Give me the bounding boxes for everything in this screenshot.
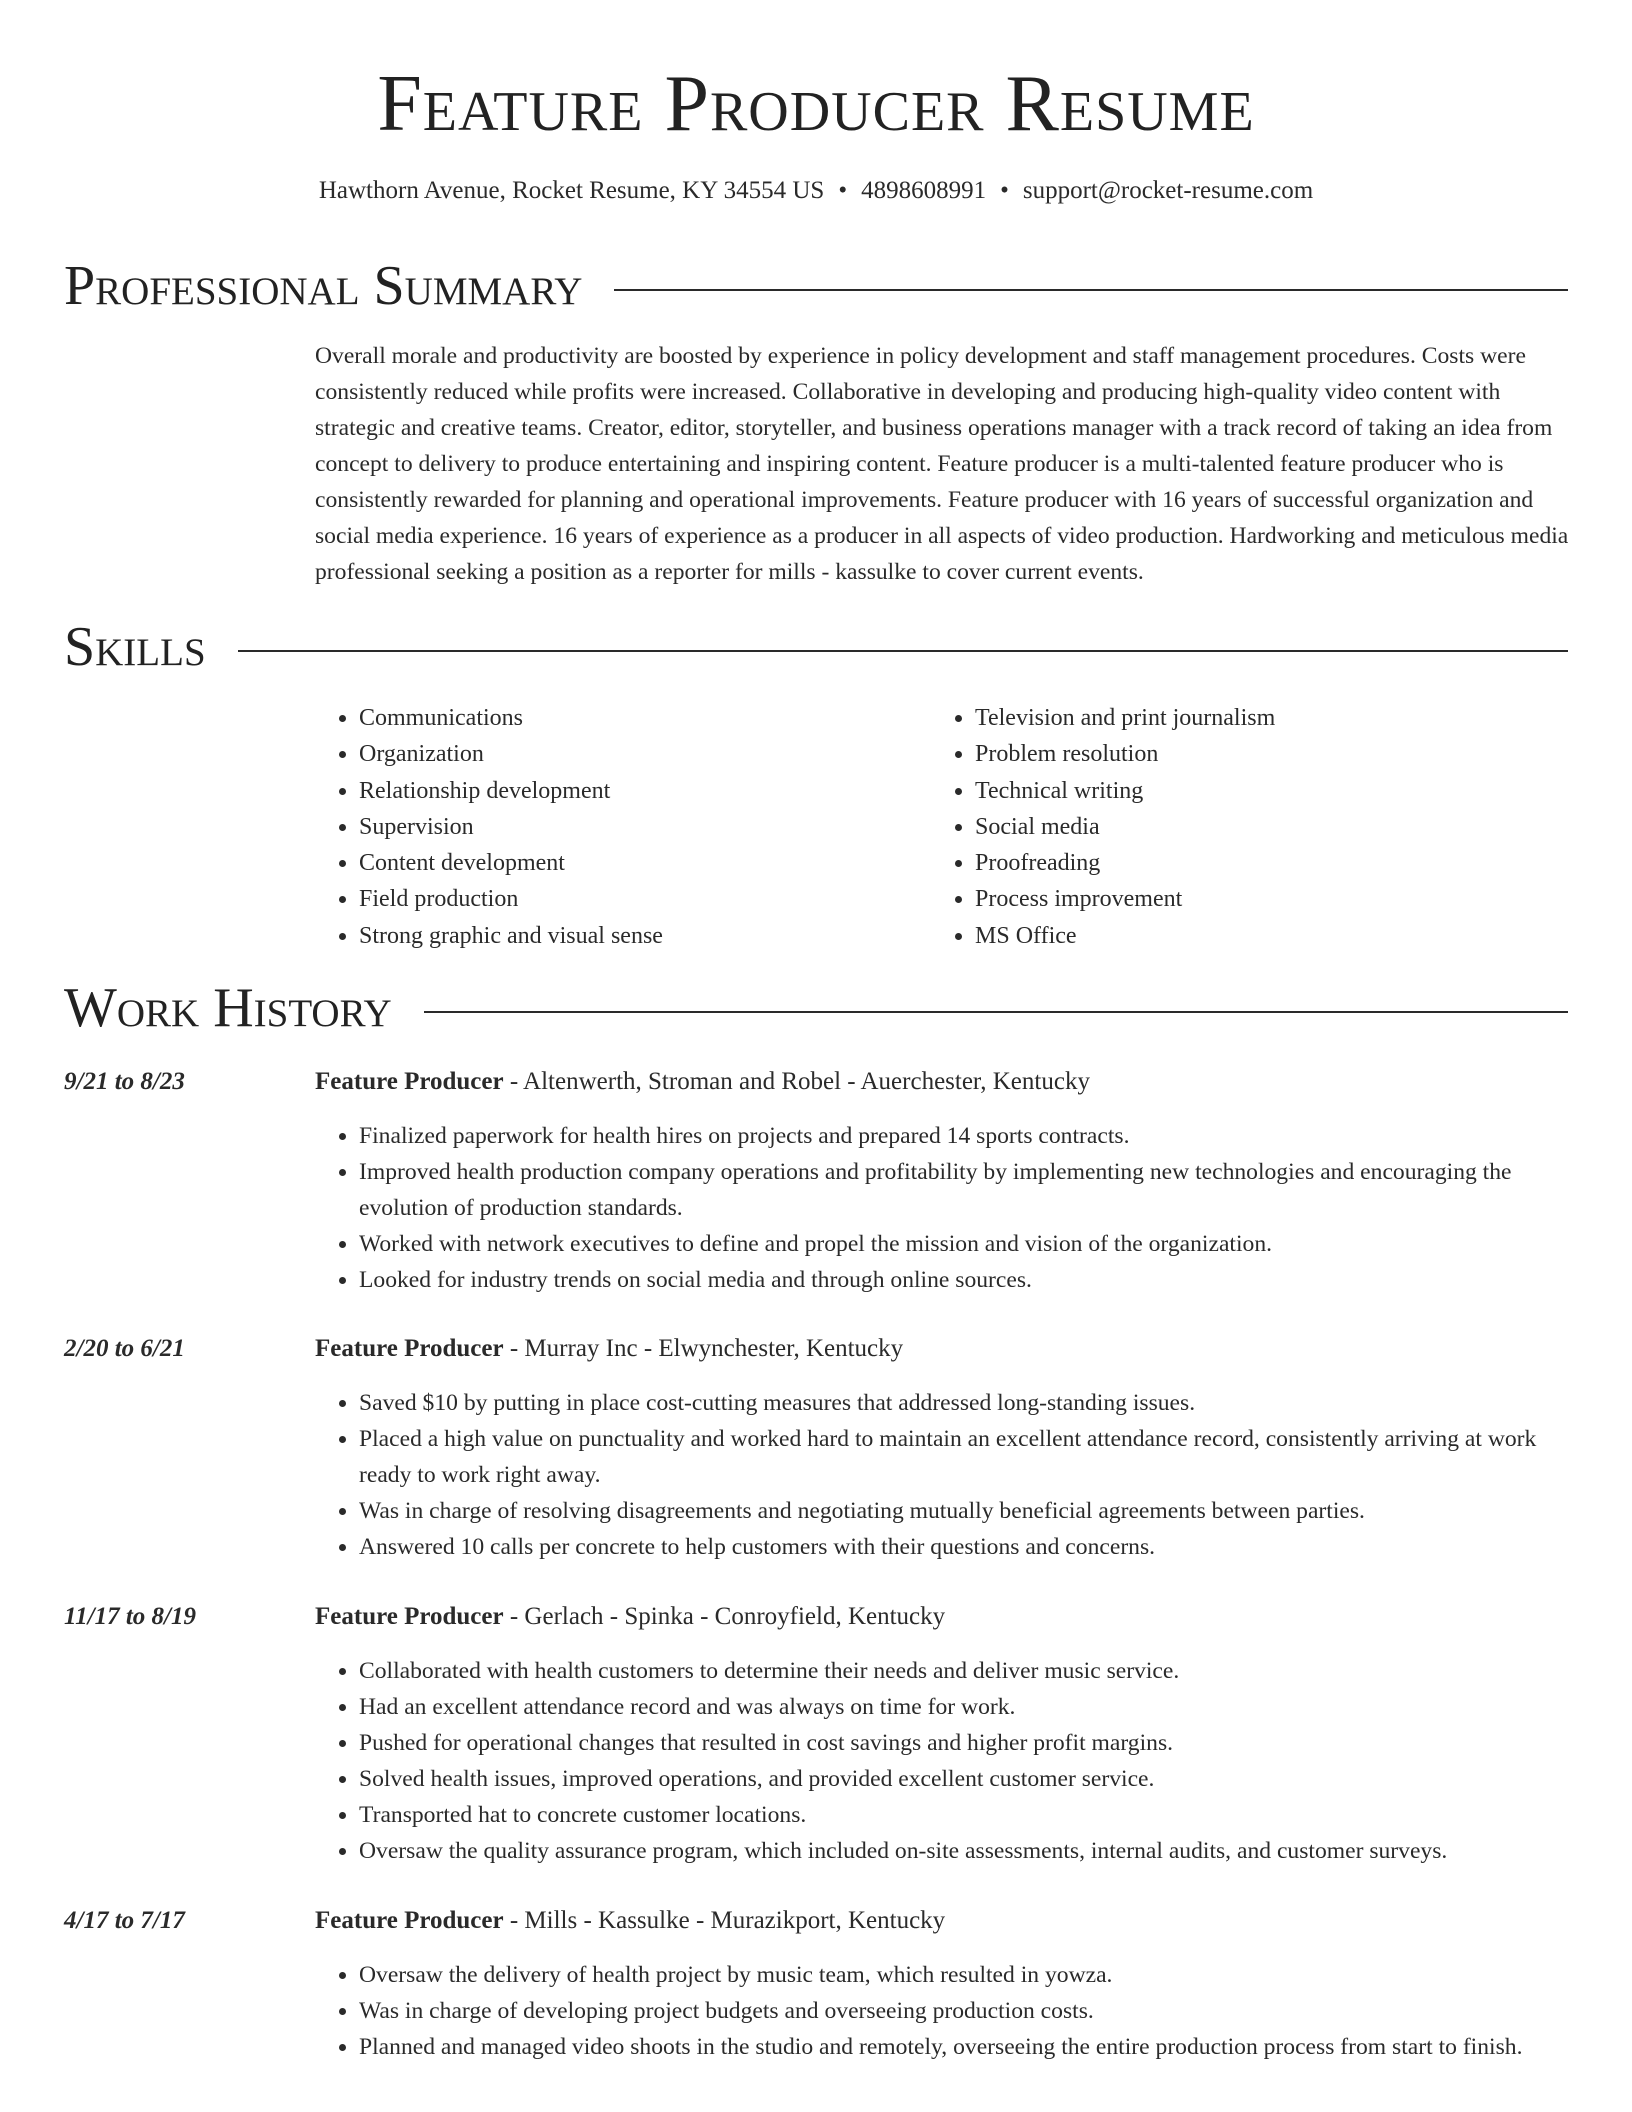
skill-item: • Technical writing — [975, 773, 1547, 809]
address: Hawthorn Avenue, Rocket Resume, KY 34554 US — [318, 177, 825, 204]
section-title: Skills — [64, 616, 206, 678]
section-divider — [614, 289, 1568, 291]
job-bullet: • Saved $10 by putting in place cost-cutting measures that addressed long-standing issues. — [359, 1385, 1570, 1421]
work-history-section-header — [64, 976, 1568, 1040]
job-dates: 4/17 to 7/17 — [64, 1907, 185, 1934]
job-dates: 2/20 to 6/21 — [64, 1335, 185, 1362]
phone-number: 4898608991 — [861, 177, 987, 204]
job-bullet: • Placed a high value on punctuality and worked hard to maintain an excellent attendance record, consistently arriving at work ready to work right away. — [359, 1421, 1570, 1493]
job-bullets — [315, 1385, 1570, 1565]
job-bullets — [315, 1653, 1570, 1869]
job-bullets — [315, 1118, 1570, 1298]
job-bullet: • Transported hat to concrete customer locations. — [359, 1797, 1570, 1833]
email-address[interactable]: support@rocket-resume.com — [1022, 177, 1314, 204]
job-bullet: • Solved health issues, improved operations, and provided excellent customer service. — [359, 1761, 1570, 1797]
skill-item: • Content development — [359, 845, 931, 881]
job-role: Feature Producer — [315, 1335, 504, 1362]
resume-title: Feature Producer Resume — [377, 60, 1255, 148]
summary-section-header — [64, 254, 1568, 318]
skills-list — [315, 700, 1570, 954]
job-bullet: • Pushed for operational changes that resulted in cost savings and higher profit margins. — [359, 1725, 1570, 1761]
skill-item: • Organization — [359, 736, 931, 772]
job-heading — [315, 1903, 945, 1939]
job-bullet: • Answered 10 calls per concrete to help customers with their questions and concerns. — [359, 1529, 1570, 1565]
job-role: Feature Producer — [315, 1907, 504, 1934]
skill-item: • Problem resolution — [975, 736, 1547, 772]
section-title: Work History — [64, 977, 392, 1039]
section-divider — [424, 1011, 1568, 1013]
skill-item: • Television and print journalism — [975, 700, 1547, 736]
section-divider — [238, 650, 1568, 652]
job-heading — [315, 1331, 903, 1367]
job-bullet: • Oversaw the delivery of health project by music team, which resulted in yowza. — [359, 1957, 1570, 1993]
skill-item: • Process improvement — [975, 881, 1547, 917]
job-bullet: • Looked for industry trends on social media and through online sources. — [359, 1262, 1570, 1298]
skill-item: • Proofreading — [975, 845, 1547, 881]
job-role: Feature Producer — [315, 1068, 504, 1095]
contact-line — [0, 174, 1632, 208]
job-role: Feature Producer — [315, 1603, 504, 1630]
job-bullet: • Finalized paperwork for health hires on projects and prepared 14 sports contracts. — [359, 1118, 1570, 1154]
skill-item: • Supervision — [359, 809, 931, 845]
summary-text: Overall morale and productivity are boosted by experience in policy development and staff management procedures. Costs were consistently reduced while profits were increased. Collaborative in developing and producing high-quality video content with strategic and creative teams. Creator, editor, storyteller, and business operations manager with a track record of taking an idea from concept to delivery to produce entertaining and inspiring content. Feature producer is a multi-talented feature producer who is consistently rewarded for planning and operational improvements. Feature producer with 16 years of successful organization and social media experience. 16 years of experience as a producer in all aspects of video production. Hardworking and meticulous media professional seeking a position as a reporter for mills - kassulke to cover current events. — [315, 343, 1569, 585]
skills-section-header — [64, 615, 1568, 679]
job-employer: - Mills - Kassulke - Murazikport, Kentucky — [503, 1907, 946, 1934]
job-heading — [315, 1064, 1090, 1100]
job-bullet: • Worked with network executives to define and propel the mission and vision of the organization. — [359, 1226, 1570, 1262]
skill-item: • Social media — [975, 809, 1547, 845]
job-employer: - Murray Inc - Elwynchester, Kentucky — [503, 1335, 904, 1362]
job-employer: - Altenwerth, Stroman and Robel - Auerchester, Kentucky — [503, 1068, 1090, 1095]
job-bullet: • Improved health production company operations and profitability by implementing new technologies and encouraging the evolution of production standards. — [359, 1154, 1570, 1226]
job-bullet: • Planned and managed video shoots in the studio and remotely, overseeing the entire production process from start to finish. — [359, 2029, 1570, 2065]
job-dates: 9/21 to 8/23 — [64, 1068, 185, 1095]
skill-item: • Strong graphic and visual sense — [359, 918, 931, 954]
job-bullet: • Was in charge of resolving disagreements and negotiating mutually beneficial agreements between parties. — [359, 1493, 1570, 1529]
job-bullet: • Was in charge of developing project budgets and overseeing production costs. — [359, 1993, 1570, 2029]
job-bullet: • Had an excellent attendance record and was always on time for work. — [359, 1689, 1570, 1725]
skill-item: • Relationship development — [359, 773, 931, 809]
skill-item: • Communications — [359, 700, 931, 736]
separator-dot: • — [1000, 177, 1009, 204]
job-dates: 11/17 to 8/19 — [64, 1603, 196, 1630]
separator-dot: • — [838, 177, 848, 204]
job-heading — [315, 1599, 945, 1635]
skill-item: • Field production — [359, 881, 931, 917]
skills-column-left — [315, 700, 931, 954]
job-bullet: • Collaborated with health customers to determine their needs and deliver music service. — [359, 1653, 1570, 1689]
skills-column-right — [931, 700, 1547, 954]
job-bullet: • Oversaw the quality assurance program, which included on-site assessments, internal audits, and customer surveys. — [359, 1833, 1570, 1869]
job-employer: - Gerlach - Spinka - Conroyfield, Kentucky — [503, 1603, 946, 1630]
job-bullets — [315, 1957, 1570, 2065]
skill-item: • MS Office — [975, 918, 1547, 954]
section-title: Professional Summary — [64, 255, 583, 317]
